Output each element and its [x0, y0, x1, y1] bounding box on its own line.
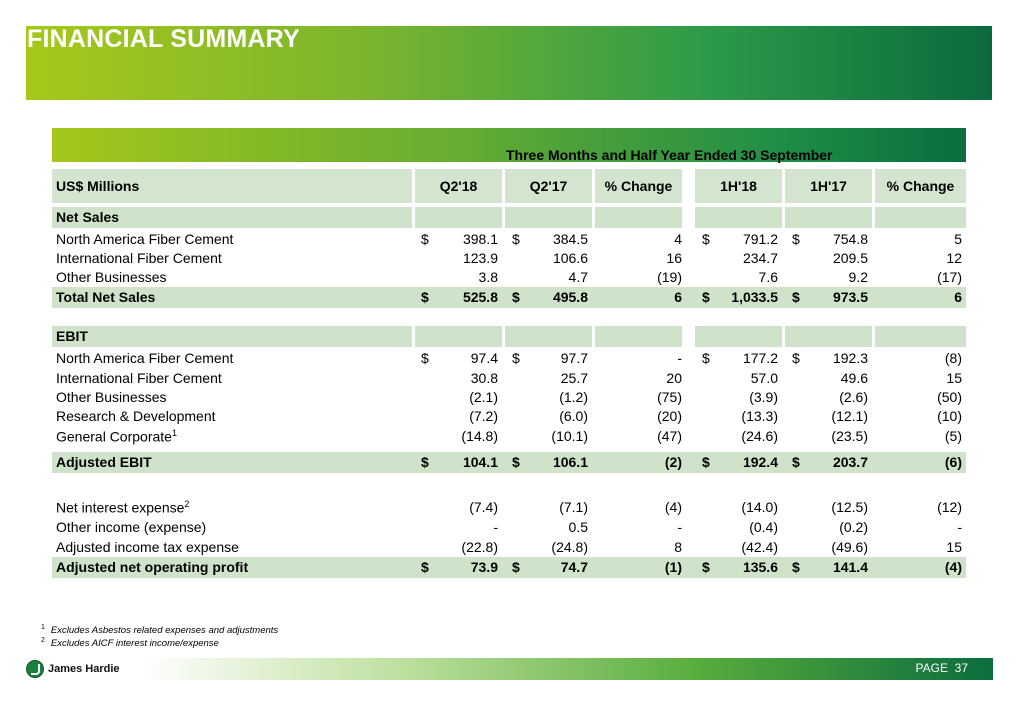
row-label-text: Adjusted EBIT	[56, 454, 152, 470]
adjusted-ebit-row-q2-18: 104.1	[462, 454, 498, 470]
other-row-q2-18: (22.8)	[461, 539, 498, 555]
section-net-sales-band-cell	[505, 207, 592, 228]
total-net-sales-row-label	[56, 289, 155, 305]
other-row-chg-h: 15	[946, 539, 962, 555]
adjusted-nop-row-chg-h: (4)	[944, 559, 962, 575]
ebit-row-h1-17: (12.1)	[831, 408, 868, 424]
net-sales-row-h1-18: 7.6	[758, 269, 778, 285]
ebit-row-q2-18: (14.8)	[461, 428, 498, 444]
adjusted-ebit-row-label	[56, 454, 152, 470]
currency-symbol: $	[512, 289, 520, 305]
total-net-sales-row-h1-17: 973.5	[832, 289, 868, 305]
other-row-chg-q: -	[677, 519, 682, 535]
section-net-sales-band-cell	[695, 207, 782, 228]
other-row-h1-17: (49.6)	[831, 539, 868, 555]
net-sales-row-chg-q: (19)	[657, 269, 682, 285]
ebit-row-chg-q: (75)	[657, 389, 682, 405]
net-sales-row-h1-17: 9.2	[848, 269, 868, 285]
net-sales-row-q2-18: 398.1	[462, 231, 498, 247]
total-net-sales-row-q2-18: 525.8	[462, 289, 498, 305]
ebit-row-h1-17: 192.3	[832, 350, 868, 366]
currency-symbol: $	[421, 559, 429, 575]
ebit-row-chg-h: (50)	[937, 389, 962, 405]
adjusted-nop-row-label	[56, 559, 248, 575]
row-label-text: Total Net Sales	[56, 289, 156, 305]
currency-symbol: $	[512, 454, 520, 470]
currency-symbol: $	[702, 350, 710, 366]
net-sales-row-chg-h: (17)	[937, 269, 962, 285]
other-row-h1-17: (12.5)	[831, 499, 868, 515]
footnote-1: $^1$ Excludes Asbestos related expenses and adjustments	[41, 624, 279, 637]
net-sales-row-chg-q: 4	[674, 231, 682, 247]
ebit-row-q2-18: 30.8	[470, 370, 498, 386]
other-row-label	[56, 539, 239, 555]
currency-symbol: $	[512, 231, 520, 247]
col-header-change-h: % Change	[875, 169, 966, 203]
net-sales-row-h1-17: 209.5	[832, 250, 868, 266]
row-label-text: Other Businesses	[56, 389, 167, 405]
other-row-q2-18: -	[493, 519, 498, 535]
currency-symbol: $	[792, 289, 800, 305]
row-label-text: Adjusted net operating profit	[56, 559, 249, 575]
section-net-sales-band-cell	[415, 207, 502, 228]
row-label-text: North America Fiber Cement	[56, 231, 234, 247]
ebit-row-q2-18: (7.2)	[469, 408, 498, 424]
other-row-q2-17: (7.1)	[559, 499, 588, 515]
adjusted-nop-row-chg-q: (1)	[664, 559, 682, 575]
other-row-h1-18: (14.0)	[741, 499, 778, 515]
ebit-row-h1-17: (23.5)	[831, 428, 868, 444]
other-row-chg-q: 8	[674, 539, 682, 555]
ebit-row-label	[56, 389, 167, 405]
net-sales-row-h1-18: 234.7	[742, 250, 778, 266]
section-ebit-band-cell	[875, 326, 966, 347]
currency-symbol: $	[702, 231, 710, 247]
ebit-row-chg-q: (47)	[657, 428, 682, 444]
ebit-row-h1-18: 177.2	[742, 350, 778, 366]
ebit-row-chg-h: (10)	[937, 408, 962, 424]
ebit-row-label	[56, 350, 233, 366]
adjusted-ebit-row-chg-q: (2)	[664, 454, 682, 470]
other-row-h1-18: (0.4)	[749, 519, 778, 535]
ebit-row-chg-h: (8)	[944, 350, 962, 366]
logo-text: James Hardie	[48, 663, 120, 675]
total-net-sales-row-q2-17: 495.8	[552, 289, 588, 305]
currency-symbol: $	[421, 454, 429, 470]
ebit-row-label	[56, 428, 177, 445]
row-label-text: Other income (expense)	[56, 519, 207, 535]
section-ebit-band-cell	[785, 326, 872, 347]
adjusted-nop-row-h1-18: 135.6	[742, 559, 778, 575]
footnote-2: $^2$ Excludes AICF interest income/expense	[41, 637, 219, 650]
adjusted-ebit-row-h1-17: 203.7	[832, 454, 868, 470]
net-sales-row-q2-17: 106.6	[552, 250, 588, 266]
net-sales-row-label	[56, 269, 167, 285]
ebit-row-chg-h: (5)	[944, 428, 962, 444]
other-row-label	[56, 519, 206, 535]
adjusted-ebit-row-q2-17: 106.1	[552, 454, 588, 470]
ebit-row-h1-17: 49.6	[840, 370, 868, 386]
adjusted-ebit-row-h1-18: 192.4	[742, 454, 778, 470]
net-sales-row-q2-18: 123.9	[462, 250, 498, 266]
ebit-row-label	[56, 408, 216, 424]
other-row-chg-h: -	[957, 519, 962, 535]
net-sales-row-chg-h: 12	[946, 250, 962, 266]
adjusted-nop-row-q2-18: 73.9	[470, 559, 498, 575]
col-header-change-q: % Change	[595, 169, 682, 203]
col-header-q2-18: Q2'18	[415, 169, 502, 203]
currency-symbol: $	[792, 231, 800, 247]
logo-icon	[26, 660, 44, 678]
section-net-sales-band-cell	[595, 207, 682, 228]
currency-symbol: $	[702, 559, 710, 575]
col-header-q2-17: Q2'17	[505, 169, 592, 203]
section-net-sales-band-cell	[875, 207, 966, 228]
currency-symbol: $	[512, 350, 520, 366]
currency-symbol: $	[421, 231, 429, 247]
other-row-q2-17: (24.8)	[551, 539, 588, 555]
currency-symbol: $	[421, 350, 429, 366]
ebit-row-q2-17: 97.7	[560, 350, 588, 366]
net-sales-row-h1-17: 754.8	[832, 231, 868, 247]
net-sales-row-q2-18: 3.8	[478, 269, 498, 285]
ebit-row-h1-18: (3.9)	[749, 389, 778, 405]
ebit-row-h1-17: (2.6)	[839, 389, 868, 405]
row-label-text: General Corporate	[56, 428, 172, 445]
adjusted-ebit-row-chg-h: (6)	[944, 454, 962, 470]
company-logo	[26, 660, 120, 678]
total-net-sales-row-chg-q: 6	[674, 289, 682, 305]
ebit-row-q2-17: 25.7	[560, 370, 588, 386]
ebit-row-chg-h: 15	[946, 370, 962, 386]
other-row-h1-18: (42.4)	[741, 539, 778, 555]
ebit-row-h1-18: 57.0	[750, 370, 778, 386]
currency-symbol: $	[512, 559, 520, 575]
ebit-row-chg-q: (20)	[657, 408, 682, 424]
section-ebit-band-cell	[415, 326, 502, 347]
other-row-q2-17: 0.5	[568, 519, 588, 535]
currency-symbol: $	[702, 289, 710, 305]
section-ebit-band-cell	[595, 326, 682, 347]
adjusted-nop-row-q2-17: 74.7	[560, 559, 588, 575]
ebit-row-q2-17: (10.1)	[551, 428, 588, 444]
currency-symbol: $	[421, 289, 429, 305]
section-ebit-band-cell	[505, 326, 592, 347]
section-ebit-band	[52, 326, 412, 347]
ebit-row-q2-17: (6.0)	[559, 408, 588, 424]
other-row-chg-q: (4)	[664, 499, 682, 515]
net-sales-row-chg-h: 5	[954, 231, 962, 247]
row-label-text: Other Businesses	[56, 269, 167, 285]
ebit-row-h1-18: (24.6)	[741, 428, 778, 444]
ebit-row-q2-18: 97.4	[470, 350, 498, 366]
page-number: PAGE 37	[915, 661, 968, 675]
total-net-sales-row-chg-h: 6	[954, 289, 962, 305]
col-header-1h-17: 1H'17	[785, 169, 872, 203]
ebit-row-chg-q: 20	[666, 370, 682, 386]
currency-symbol: $	[702, 454, 710, 470]
row-label-text: Adjusted income tax expense	[56, 539, 239, 555]
table-header-text: Three Months and Half Year Ended 30 September	[506, 147, 833, 163]
other-row-h1-17: (0.2)	[839, 519, 868, 535]
other-row-label	[56, 499, 189, 516]
col-header-1h-18: 1H'18	[695, 169, 782, 203]
adjusted-nop-row-h1-17: 141.4	[832, 559, 868, 575]
section-ebit-band-cell	[695, 326, 782, 347]
adjusted-ebit-row-band	[52, 452, 966, 473]
net-sales-row-label	[56, 231, 233, 247]
other-row-chg-h: (12)	[937, 499, 962, 515]
footer-bar	[142, 658, 993, 680]
page-title: FINANCIAL SUMMARY	[27, 25, 300, 53]
net-sales-row-chg-q: 16	[666, 250, 682, 266]
col-header-units: US$ Millions	[52, 169, 412, 203]
section-ebit: EBIT	[56, 328, 88, 344]
net-sales-row-q2-17: 384.5	[552, 231, 588, 247]
footnote-mark: 1	[171, 428, 177, 438]
currency-symbol: $	[792, 559, 800, 575]
total-net-sales-row-band	[52, 287, 966, 308]
footnote-mark: 2	[184, 499, 190, 509]
currency-symbol: $	[792, 350, 800, 366]
ebit-row-label	[56, 370, 222, 386]
ebit-row-chg-q: -	[677, 350, 682, 366]
row-label-text: Research & Development	[56, 408, 216, 424]
ebit-row-h1-18: (13.3)	[741, 408, 778, 424]
ebit-row-q2-18: (2.1)	[469, 389, 498, 405]
net-sales-row-h1-18: 791.2	[742, 231, 778, 247]
ebit-row-q2-17: (1.2)	[559, 389, 588, 405]
section-net-sales-band-cell	[785, 207, 872, 228]
section-net-sales: Net Sales	[56, 209, 120, 225]
net-sales-row-label	[56, 250, 222, 266]
row-label-text: International Fiber Cement	[56, 250, 222, 266]
other-row-q2-18: (7.4)	[469, 499, 498, 515]
total-net-sales-row-h1-18: 1,033.5	[731, 289, 778, 305]
row-label-text: North America Fiber Cement	[56, 350, 234, 366]
currency-symbol: $	[792, 454, 800, 470]
net-sales-row-q2-17: 4.7	[568, 269, 588, 285]
row-label-text: International Fiber Cement	[56, 370, 222, 386]
row-label-text: Net interest expense	[56, 499, 185, 516]
